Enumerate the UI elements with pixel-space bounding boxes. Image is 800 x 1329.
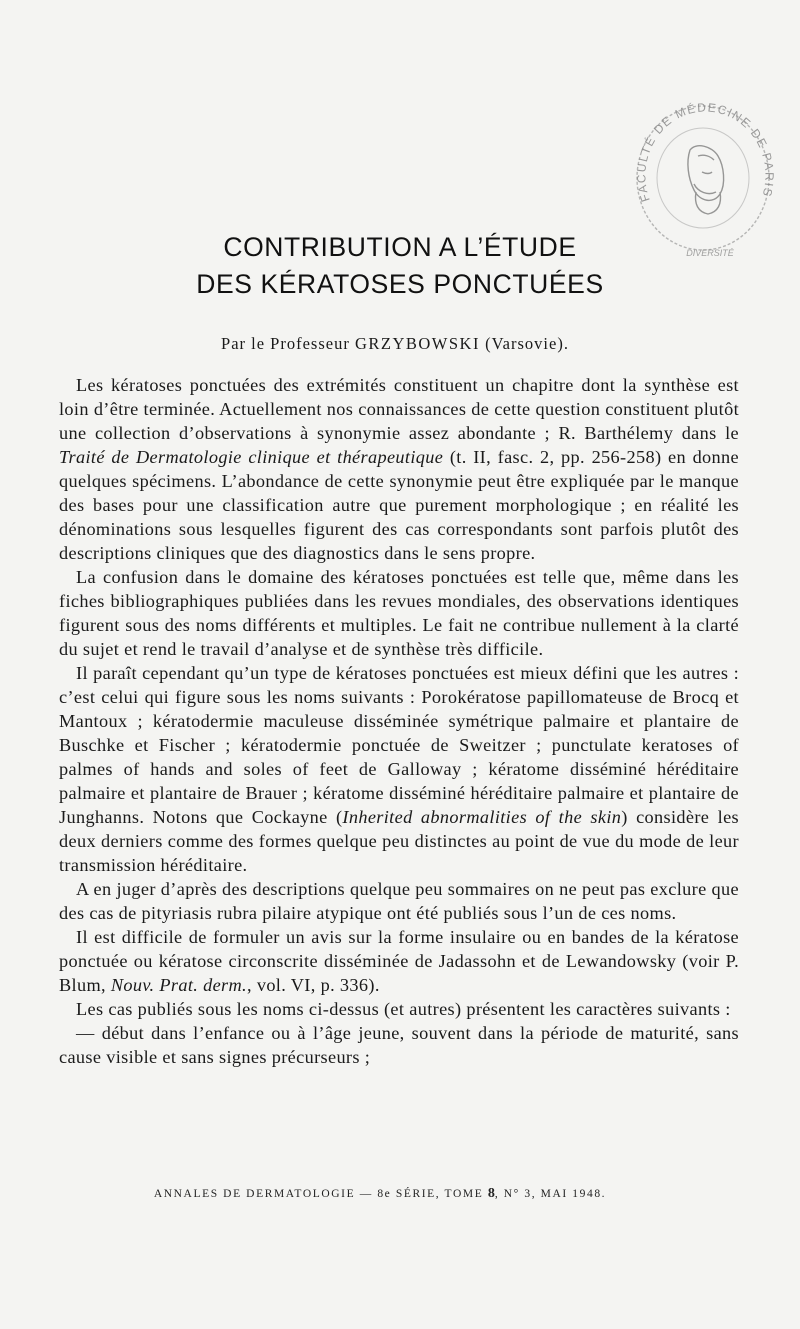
paragraph-2: La confusion dans le domaine des kératoses ponctuées est telle que, même dans les fiches bibliographiques publiées dans les revues mondiales, des observations identiques figurent sous des noms différents et multiples. Le fait ne contribue nullement à la clarté du sujet et rend le travail d’analyse et de synthèse très difficile.	[59, 567, 739, 659]
paragraph-1: Les kératoses ponctuées des extrémités constituent un chapitre dont la synthèse est loin d’être terminée. Actuellement nos connaissances de cette question constituent plutôt une collection d’observations à synonymie assez abondante ; R. Barthélemy dans le Traité de Dermatologie clinique et thérapeutique (t. II, fasc. 2, pp. 256-258) en donne quelques spécimens. L’abondance de cette synonymie peut être expliquée par le manque des bases pour une classification autre que purement morphologique ; en réalité les dénominations sous lesquelles figurent des cas correspondants sont parfois plutôt des descriptions cliniques que des diagnostics dans le sens propre.	[59, 375, 739, 563]
journal-title-nouv-prat: Nouv. Prat. derm.	[110, 975, 247, 995]
byline-prefix: Par le Professeur	[221, 334, 350, 353]
footer-tome: 8	[487, 1186, 495, 1201]
footer-journal: ANNALES DE DERMATOLOGIE	[153, 1188, 356, 1200]
paragraph-6: Les cas publiés sous les noms ci-dessus (et autres) présentent les caractères suivants :	[76, 999, 731, 1019]
page-footer	[0, 1186, 760, 1202]
author-place: (Varsovie).	[485, 334, 569, 353]
stamp-ring-text: FACULTÉ DE MÉDECINE DE PARIS	[634, 100, 777, 204]
footer-dash: —	[359, 1188, 373, 1200]
list-item-1: — début dans l’enfance ou à l’âge jeune, souvent dans la période de maturité, sans cause visible et sans signes précurseurs ;	[59, 1023, 739, 1067]
book-title-inherited: Inherited abnormalities of the skin	[342, 807, 622, 827]
stamp-portrait	[688, 146, 724, 214]
paragraph-5: Il est difficile de formuler un avis sur la forme insulaire ou en bandes de la kératose ponctuée ou kératose circonscrite disséminée de Jadassohn et de Lewandowsky (voir P. Blum, Nouv. Prat. derm., vol. VI, p. 336).	[59, 927, 739, 995]
footer-number: , N° 3, MAI 1948.	[494, 1188, 607, 1200]
book-title-traite: Traité de Dermatologie clinique et thérapeutique	[59, 447, 444, 467]
author-name: GRZYBOWSKI	[354, 334, 480, 353]
byline	[0, 334, 790, 354]
svg-text:FACULTÉ DE MÉDECINE DE PARIS	[634, 100, 776, 203]
footer-serie: 8e SÉRIE, TOME	[377, 1188, 484, 1200]
paragraph-4: A en juger d’après des descriptions quelque peu sommaires on ne peut pas exclure que des cas de pityriasis rubra pilaire atypique ont été publiés sous l’un de ces noms.	[59, 879, 739, 923]
article-title-line-2: DES KÉRATOSES PONCTUÉES	[196, 269, 604, 299]
paragraph-3: Il paraît cependant qu’un type de kératoses ponctuées est mieux défini que les autres : c’est celui qui figure sous les noms suivants : Porokératose papillomateuse de Brocq et Mantoux ; kératodermie maculeuse disséminée symétrique palmaire et plantaire de Buschke et Fischer ; kératodermie ponctuée de Sweitzer ; punctulate keratoses of palmes of hands and soles of feet de Galloway ; kératome disséminé héréditaire palmaire et plantaire de Brauer ; kératome disséminé héréditaire palmaire et plantaire de Junghanns. Notons que Cockayne (Inherited abnormalities of the skin) considère les deux derniers comme des formes quelque peu distinctes au point de vue du mode de leur transmission héréditaire.	[59, 663, 739, 875]
stamp-bottom-text: DIVERSITÉ	[686, 248, 734, 258]
article-title-line-1: CONTRIBUTION A L’ÉTUDE	[223, 232, 577, 262]
article-body	[59, 373, 739, 1069]
